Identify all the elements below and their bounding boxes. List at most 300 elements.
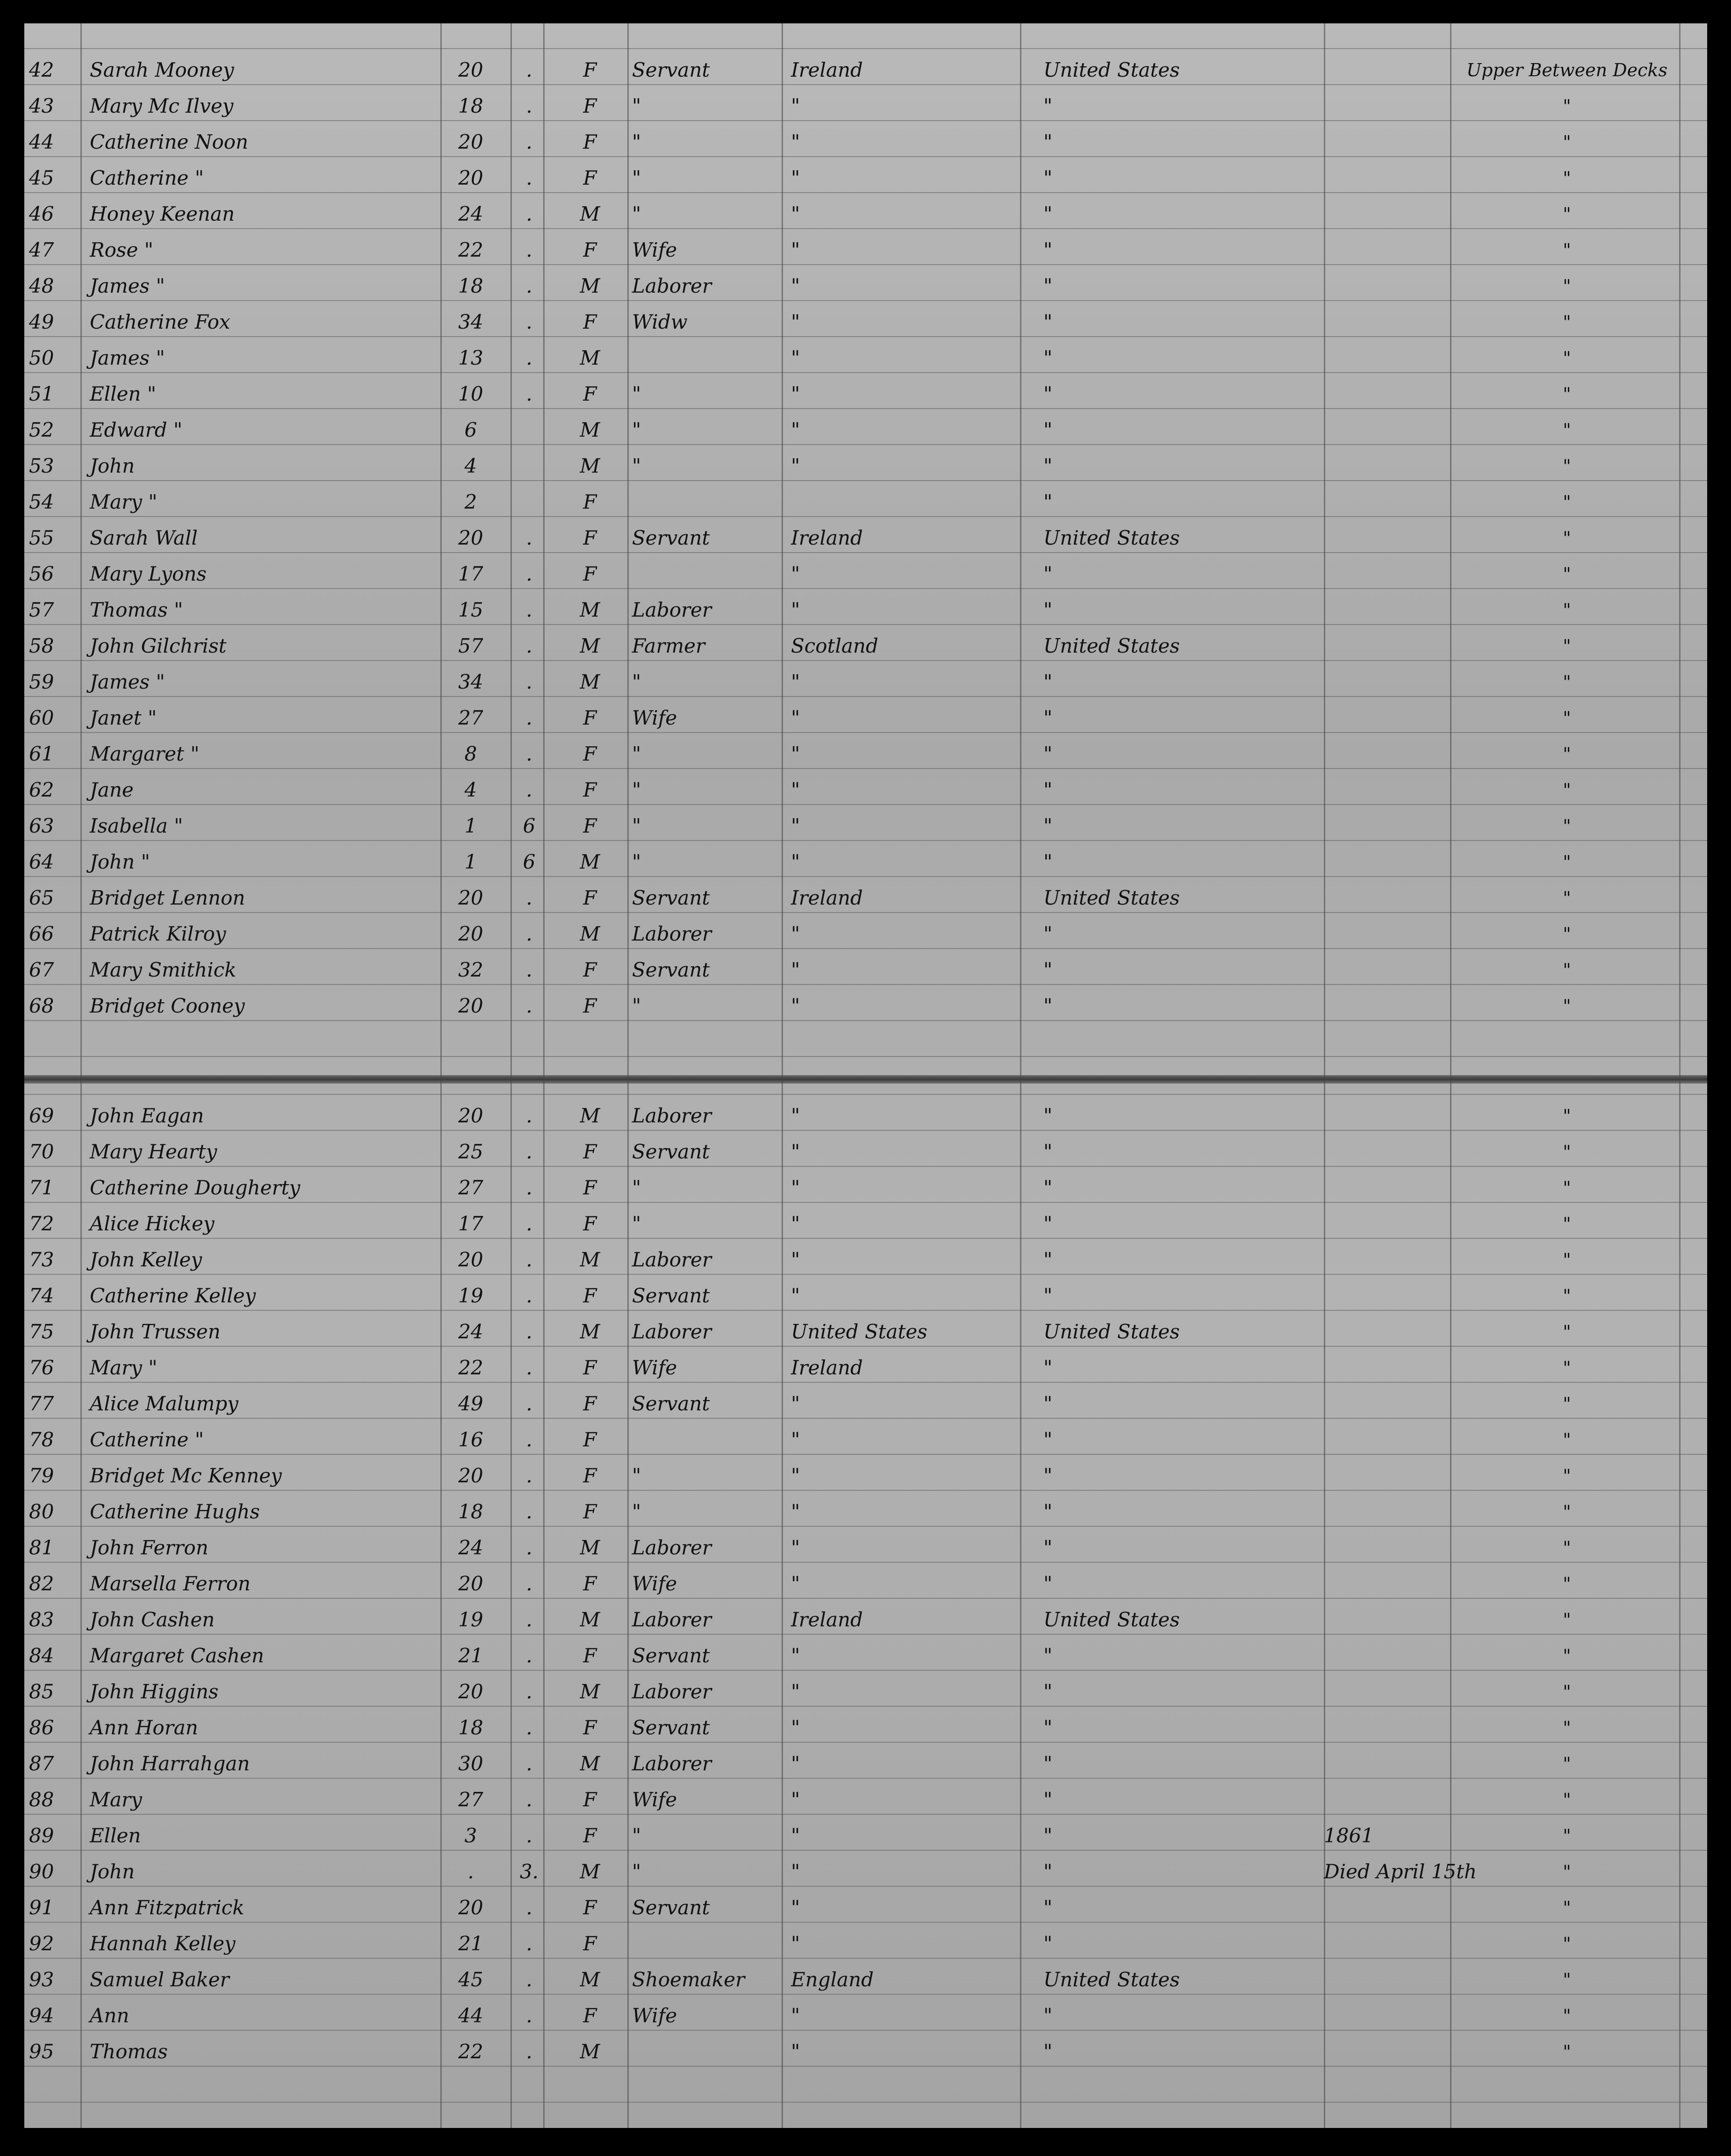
passenger-name: John Ferron	[90, 1536, 208, 1559]
age-months: .	[526, 922, 532, 945]
country-to: "	[1043, 994, 1053, 1017]
country-to: "	[1043, 166, 1053, 189]
sex: F	[583, 130, 597, 153]
occupation: "	[632, 94, 641, 117]
location-on-vessel: "	[1563, 672, 1571, 692]
country-from: "	[791, 814, 800, 837]
age-months: .	[526, 1356, 532, 1379]
table-row	[24, 876, 1707, 912]
country-to: "	[1043, 310, 1053, 333]
table-row	[24, 1454, 1707, 1490]
country-from: England	[791, 1968, 874, 1991]
age-years: 21	[458, 1932, 483, 1955]
passenger-name: Mary Hearty	[90, 1140, 217, 1163]
occupation: Wife	[632, 1572, 677, 1595]
passenger-name: Mary "	[90, 1356, 158, 1379]
occupation: Wife	[632, 2004, 677, 2027]
location-on-vessel: "	[1563, 1718, 1571, 1738]
occupation: Widw	[632, 310, 688, 333]
location-on-vessel: "	[1563, 1933, 1571, 1954]
country-to: "	[1043, 1932, 1053, 1955]
row-number: 44	[29, 130, 54, 153]
country-to: United States	[1043, 58, 1180, 81]
age-years: 25	[458, 1140, 483, 1163]
country-from: "	[791, 454, 800, 477]
passenger-name: Isabella "	[90, 814, 183, 837]
country-from: Ireland	[791, 526, 863, 549]
occupation: Servant	[632, 1392, 710, 1415]
sex: F	[583, 310, 597, 333]
country-to: "	[1043, 670, 1053, 693]
age-years: 34	[458, 310, 483, 333]
location-on-vessel: "	[1563, 816, 1571, 836]
location-on-vessel: "	[1563, 1106, 1571, 1126]
table-row	[24, 768, 1707, 804]
sex: F	[583, 238, 597, 261]
country-from: "	[791, 130, 800, 153]
country-to: "	[1043, 1536, 1053, 1559]
row-number: 94	[29, 2004, 54, 2027]
table-row	[24, 1094, 1707, 1130]
passenger-name: Margaret "	[90, 742, 200, 765]
age-years: 20	[458, 1572, 483, 1595]
country-to: "	[1043, 1788, 1053, 1811]
sex: F	[583, 886, 597, 909]
age-months: 3.	[519, 1860, 539, 1883]
country-from: "	[791, 310, 800, 333]
age-years: 44	[458, 2004, 483, 2027]
row-number: 56	[29, 562, 54, 585]
table-row	[24, 120, 1707, 156]
table-row	[24, 1166, 1707, 1202]
sex: M	[580, 1608, 600, 1631]
table-row	[24, 228, 1707, 264]
country-to: "	[1043, 238, 1053, 261]
table-row	[24, 588, 1707, 624]
country-to: "	[1043, 1428, 1053, 1451]
location-on-vessel: "	[1563, 1897, 1571, 1918]
occupation: "	[632, 778, 641, 801]
country-to: "	[1043, 850, 1053, 873]
country-to: "	[1043, 94, 1053, 117]
table-row	[24, 552, 1707, 588]
age-months: .	[526, 1248, 532, 1271]
row-number: 95	[29, 2040, 54, 2063]
passenger-name: John Harrahgan	[90, 1752, 250, 1775]
location-on-vessel: "	[1563, 1861, 1571, 1882]
table-row	[24, 2030, 1707, 2066]
age-months: .	[526, 778, 532, 801]
row-number: 86	[29, 1716, 54, 1739]
age-months: .	[526, 1104, 532, 1127]
sex: F	[583, 1824, 597, 1847]
country-from: "	[791, 238, 800, 261]
row-number: 48	[29, 274, 54, 297]
table-row	[24, 1418, 1707, 1454]
age-months: .	[526, 1896, 532, 1919]
sex: M	[580, 454, 600, 477]
table-row	[24, 1274, 1707, 1310]
country-to: "	[1043, 130, 1053, 153]
row-number: 68	[29, 994, 54, 1017]
occupation: Laborer	[632, 1536, 712, 1559]
passenger-name: Catherine "	[90, 1428, 204, 1451]
table-row	[24, 804, 1707, 840]
location-on-vessel: "	[1563, 456, 1571, 476]
age-months: .	[526, 346, 532, 369]
country-from: "	[791, 742, 800, 765]
row-number: 62	[29, 778, 54, 801]
row-number: 87	[29, 1752, 54, 1775]
sex: F	[583, 166, 597, 189]
occupation: "	[632, 166, 641, 189]
sex: M	[580, 1248, 600, 1271]
occupation: Servant	[632, 1140, 710, 1163]
row-number: 92	[29, 1932, 54, 1955]
row-number: 90	[29, 1860, 54, 1883]
location-on-vessel: "	[1563, 276, 1571, 296]
passenger-name: Janet "	[90, 706, 157, 729]
location-on-vessel: "	[1563, 744, 1571, 764]
country-to: "	[1043, 922, 1053, 945]
location-on-vessel: "	[1563, 240, 1571, 260]
row-number: 47	[29, 238, 54, 261]
table-row	[24, 156, 1707, 192]
occupation: "	[632, 1824, 641, 1847]
passenger-name: Edward "	[90, 418, 183, 441]
country-from: "	[791, 2004, 800, 2027]
sex: M	[580, 202, 600, 225]
age-months: .	[526, 994, 532, 1017]
age-years: 24	[458, 1536, 483, 1559]
location-on-vessel: "	[1563, 1682, 1571, 1702]
country-from: "	[791, 202, 800, 225]
age-months: .	[526, 706, 532, 729]
table-row	[24, 48, 1707, 84]
country-from: "	[791, 1932, 800, 1955]
occupation: Servant	[632, 1896, 710, 1919]
row-number: 85	[29, 1680, 54, 1703]
age-months: .	[526, 202, 532, 225]
sex: F	[583, 1284, 597, 1307]
manifest-page	[24, 23, 1707, 2128]
age-years: 22	[458, 238, 483, 261]
country-from: "	[791, 562, 800, 585]
row-number: 50	[29, 346, 54, 369]
country-to: "	[1043, 1860, 1053, 1883]
age-years: 20	[458, 922, 483, 945]
country-from: "	[791, 1824, 800, 1847]
age-years: 20	[458, 1104, 483, 1127]
age-years: 3	[464, 1824, 477, 1847]
country-from: "	[791, 166, 800, 189]
age-years: 20	[458, 130, 483, 153]
country-to: "	[1043, 1500, 1053, 1523]
age-months: 6	[523, 850, 536, 873]
age-months: .	[526, 2040, 532, 2063]
age-months: .	[526, 1392, 532, 1415]
country-to: United States	[1043, 886, 1180, 909]
country-from: Ireland	[791, 58, 863, 81]
age-months: .	[526, 1500, 532, 1523]
table-row	[24, 1346, 1707, 1382]
death-note: Died April 15th	[1324, 1860, 1477, 1883]
row-number: 46	[29, 202, 54, 225]
age-years: 22	[458, 2040, 483, 2063]
row-number: 91	[29, 1896, 54, 1919]
location-on-vessel: "	[1563, 492, 1571, 512]
country-to: "	[1043, 1176, 1053, 1199]
table-row	[24, 1598, 1707, 1634]
location-on-vessel: "	[1563, 600, 1571, 620]
country-from: "	[791, 1680, 800, 1703]
country-from: "	[791, 382, 800, 405]
age-years: 49	[458, 1392, 483, 1415]
location-on-vessel: "	[1563, 1502, 1571, 1522]
table-row	[24, 1202, 1707, 1238]
occupation: Laborer	[632, 1608, 712, 1631]
passenger-name: Catherine Kelley	[90, 1284, 256, 1307]
passenger-name: Ann	[90, 2004, 129, 2027]
sex: F	[583, 382, 597, 405]
passenger-name: Patrick Kilroy	[90, 922, 226, 945]
age-years: 20	[458, 526, 483, 549]
location-on-vessel: "	[1563, 1178, 1571, 1198]
age-years: 17	[458, 1212, 483, 1235]
passenger-name: Honey Keenan	[90, 202, 235, 225]
occupation: Laborer	[632, 1680, 712, 1703]
row-number: 45	[29, 166, 54, 189]
sex: M	[580, 418, 600, 441]
passenger-name: Bridget Mc Kenney	[90, 1464, 282, 1487]
passenger-name: John	[90, 454, 135, 477]
age-months: .	[526, 742, 532, 765]
row-number: 55	[29, 526, 54, 549]
location-on-vessel: "	[1563, 96, 1571, 116]
country-from: "	[791, 1716, 800, 1739]
table-row	[24, 1238, 1707, 1274]
country-from: "	[791, 1536, 800, 1559]
location-on-vessel: "	[1563, 1214, 1571, 1234]
country-to: "	[1043, 346, 1053, 369]
occupation: Servant	[632, 526, 710, 549]
occupation: "	[632, 1860, 641, 1883]
table-row	[24, 1382, 1707, 1418]
passenger-name: Catherine "	[90, 166, 204, 189]
passenger-name: John Eagan	[90, 1104, 204, 1127]
passenger-name: Sarah Wall	[90, 526, 198, 549]
occupation: Servant	[632, 58, 710, 81]
location-on-vessel: "	[1563, 1610, 1571, 1630]
age-years: 15	[458, 598, 483, 621]
sex: M	[580, 670, 600, 693]
country-from: "	[791, 1140, 800, 1163]
country-from: "	[791, 598, 800, 621]
country-to: "	[1043, 274, 1053, 297]
age-years: 20	[458, 886, 483, 909]
age-years: 32	[458, 958, 483, 981]
row-number: 63	[29, 814, 54, 837]
sex: F	[583, 2004, 597, 2027]
location-on-vessel: "	[1563, 1466, 1571, 1486]
location-on-vessel: "	[1563, 420, 1571, 440]
row-number: 80	[29, 1500, 54, 1523]
location-on-vessel: "	[1563, 636, 1571, 656]
row-number: 53	[29, 454, 54, 477]
sex: F	[583, 1464, 597, 1487]
age-months: .	[526, 1464, 532, 1487]
age-months: .	[526, 1284, 532, 1307]
row-number: 75	[29, 1320, 54, 1343]
country-from: Ireland	[791, 886, 863, 909]
location-on-vessel: "	[1563, 2041, 1571, 2062]
age-years: 20	[458, 994, 483, 1017]
sex: F	[583, 1176, 597, 1199]
passenger-name: Mary Smithick	[90, 958, 237, 981]
location-on-vessel: "	[1563, 1250, 1571, 1270]
country-to: "	[1043, 814, 1053, 837]
passenger-name: James "	[90, 274, 165, 297]
row-number: 54	[29, 490, 54, 513]
country-to: "	[1043, 1716, 1053, 1739]
country-to: "	[1043, 1284, 1053, 1307]
table-row	[24, 1742, 1707, 1778]
country-to: "	[1043, 706, 1053, 729]
age-years: 19	[458, 1284, 483, 1307]
table-row	[24, 948, 1707, 984]
sex: M	[580, 922, 600, 945]
age-years: 19	[458, 1608, 483, 1631]
table-row	[24, 192, 1707, 228]
location-on-vessel: "	[1563, 1430, 1571, 1450]
country-from: "	[791, 1248, 800, 1271]
country-to: "	[1043, 598, 1053, 621]
sex: F	[583, 994, 597, 1017]
age-months: .	[526, 526, 532, 549]
table-row	[24, 1706, 1707, 1742]
country-from: "	[791, 1752, 800, 1775]
country-from: "	[791, 1392, 800, 1415]
country-from: "	[791, 1284, 800, 1307]
row-number: 42	[29, 58, 54, 81]
row-number: 60	[29, 706, 54, 729]
age-months: .	[526, 310, 532, 333]
country-to: "	[1043, 1896, 1053, 1919]
occupation: Laborer	[632, 1752, 712, 1775]
age-months: .	[526, 1572, 532, 1595]
country-from: "	[791, 1788, 800, 1811]
row-number: 72	[29, 1212, 54, 1235]
country-from: Ireland	[791, 1608, 863, 1631]
passenger-name: Samuel Baker	[90, 1968, 230, 1991]
occupation: Laborer	[632, 1320, 712, 1343]
occupation: "	[632, 1464, 641, 1487]
sex: F	[583, 1392, 597, 1415]
passenger-name: Margaret Cashen	[90, 1644, 264, 1667]
age-months: .	[526, 1824, 532, 1847]
occupation: "	[632, 130, 641, 153]
occupation: Wife	[632, 1788, 677, 1811]
location-on-vessel: "	[1563, 1538, 1571, 1558]
country-from: "	[791, 2040, 800, 2063]
row-number: 81	[29, 1536, 54, 1559]
country-from: "	[791, 346, 800, 369]
location-on-vessel: "	[1563, 312, 1571, 332]
country-to: "	[1043, 2040, 1053, 2063]
age-months: .	[526, 1140, 532, 1163]
occupation: Laborer	[632, 922, 712, 945]
age-years: 20	[458, 58, 483, 81]
location-on-vessel: Upper Between Decks	[1466, 60, 1667, 80]
row-number: 65	[29, 886, 54, 909]
row-number: 58	[29, 634, 54, 657]
passenger-name: Bridget Cooney	[90, 994, 245, 1017]
table-row	[24, 1562, 1707, 1598]
row-number: 59	[29, 670, 54, 693]
age-months: .	[526, 1536, 532, 1559]
country-to: "	[1043, 1680, 1053, 1703]
sex: M	[580, 1536, 600, 1559]
country-to: "	[1043, 202, 1053, 225]
table-row	[24, 84, 1707, 120]
passenger-name: John Gilchrist	[90, 634, 227, 657]
country-to: "	[1043, 778, 1053, 801]
country-from: "	[791, 1104, 800, 1127]
passenger-name: Catherine Noon	[90, 130, 249, 153]
age-years: 20	[458, 1896, 483, 1919]
country-to: "	[1043, 382, 1053, 405]
location-on-vessel: "	[1563, 780, 1571, 800]
location-on-vessel: "	[1563, 2005, 1571, 2026]
age-years: 18	[458, 94, 483, 117]
country-to: "	[1043, 2004, 1053, 2027]
country-to: "	[1043, 1752, 1053, 1775]
age-months: .	[526, 670, 532, 693]
occupation: Wife	[632, 1356, 677, 1379]
location-on-vessel: "	[1563, 1646, 1571, 1666]
passenger-name: James "	[90, 670, 165, 693]
occupation: Wife	[632, 238, 677, 261]
passenger-name: Marsella Ferron	[90, 1572, 251, 1595]
sex: F	[583, 1140, 597, 1163]
age-years: 8	[464, 742, 477, 765]
sex: M	[580, 1752, 600, 1775]
occupation: Laborer	[632, 274, 712, 297]
row-number: 76	[29, 1356, 54, 1379]
occupation: "	[632, 1176, 641, 1199]
passenger-name: John "	[90, 850, 150, 873]
row-number: 71	[29, 1176, 54, 1199]
country-from: "	[791, 1464, 800, 1487]
age-months: .	[526, 130, 532, 153]
table-row	[24, 660, 1707, 696]
occupation: Laborer	[632, 1104, 712, 1127]
occupation: Servant	[632, 886, 710, 909]
occupation: Servant	[632, 1716, 710, 1739]
country-to: "	[1043, 562, 1053, 585]
age-years: 45	[458, 1968, 483, 1991]
row-number: 51	[29, 382, 54, 405]
occupation: Laborer	[632, 598, 712, 621]
location-on-vessel: "	[1563, 1969, 1571, 1990]
age-years: 24	[458, 202, 483, 225]
country-from: "	[791, 1572, 800, 1595]
passenger-name: Mary Mc Ilvey	[90, 94, 234, 117]
occupation: "	[632, 814, 641, 837]
age-months: .	[526, 1680, 532, 1703]
occupation: "	[632, 202, 641, 225]
passenger-name: Sarah Mooney	[90, 58, 234, 81]
